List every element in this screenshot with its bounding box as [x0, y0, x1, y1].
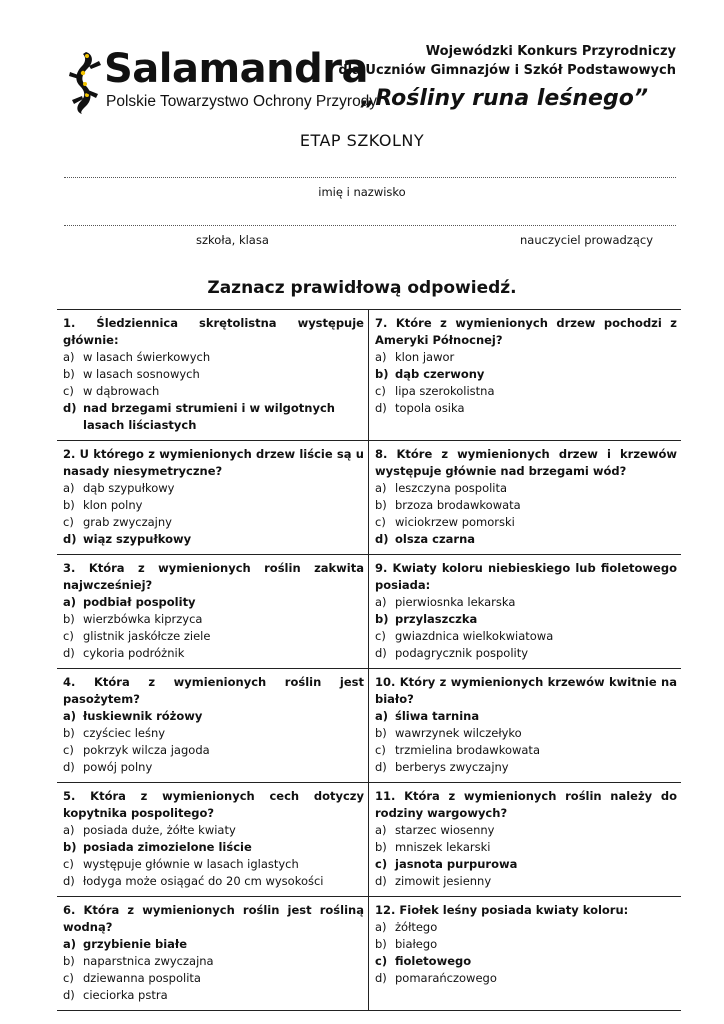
- answer-option[interactable]: [375, 531, 677, 548]
- answer-option[interactable]: [375, 936, 677, 953]
- question-text: [375, 788, 677, 822]
- option-letter: a): [375, 823, 387, 837]
- option-text: nad brzegami strumieni i w wilgotnych lasach liściastych: [83, 401, 335, 432]
- instruction: Zaznacz prawidłową odpowiedź.: [207, 278, 517, 298]
- question-prompt: Kwiaty koloru niebieskiego lub fioletowego posiada:: [375, 561, 677, 592]
- question-cell: [369, 897, 681, 1010]
- option-text: podbiał pospolity: [83, 595, 196, 609]
- option-text: starzec wiosenny: [395, 823, 495, 837]
- option-letter: c): [375, 384, 386, 398]
- option-text: brzoza brodawkowata: [395, 498, 521, 512]
- school-teacher-field-line[interactable]: [64, 225, 676, 226]
- answer-option[interactable]: [375, 708, 677, 725]
- answer-option[interactable]: [63, 708, 364, 725]
- question-cell: [57, 310, 369, 441]
- option-text: wawrzynek wilczełyko: [395, 726, 522, 740]
- question-text: [63, 902, 364, 936]
- contest-title-line-1: Wojewódzki Konkurs Przyrodniczy: [425, 44, 676, 59]
- answer-option[interactable]: [63, 936, 364, 953]
- question-number: 9.: [375, 561, 388, 575]
- option-text: mniszek lekarski: [395, 840, 491, 854]
- answer-option[interactable]: [375, 822, 677, 839]
- logo-brand-text: Salamandra: [104, 46, 369, 92]
- question-text: [63, 788, 364, 822]
- option-text: grab zwyczajny: [83, 515, 172, 529]
- question-cell: [57, 441, 369, 555]
- option-letter: c): [375, 515, 386, 529]
- option-text: wiąz szypułkowy: [83, 532, 192, 546]
- option-letter: b): [63, 954, 75, 968]
- option-letter: c): [63, 857, 74, 871]
- option-letter: d): [375, 646, 387, 660]
- option-letter: b): [63, 840, 77, 854]
- option-text: występuje głównie w lasach iglastych: [83, 857, 299, 871]
- option-letter: a): [63, 350, 75, 364]
- option-text: wiciokrzew pomorski: [395, 515, 515, 529]
- question-cell: [369, 783, 681, 897]
- option-letter: d): [63, 760, 75, 774]
- answer-option[interactable]: [63, 856, 364, 873]
- answer-option[interactable]: [63, 822, 364, 839]
- option-text: wierzbówka kiprzyca: [83, 612, 203, 626]
- option-letter: b): [375, 612, 389, 626]
- option-text: w lasach sosnowych: [83, 367, 200, 381]
- question-cell: [57, 669, 369, 783]
- option-letter: b): [63, 367, 75, 381]
- option-letter: a): [375, 481, 387, 495]
- option-letter: a): [375, 595, 387, 609]
- option-text: posiada duże, żółte kwiaty: [83, 823, 236, 837]
- option-letter: a): [375, 709, 389, 723]
- answer-option[interactable]: [63, 953, 364, 970]
- answer-option[interactable]: [63, 366, 364, 383]
- question-number: 7.: [375, 316, 388, 330]
- answer-option[interactable]: [375, 594, 677, 611]
- answer-option[interactable]: [63, 349, 364, 366]
- question-text: [375, 315, 677, 349]
- question-cell: [57, 555, 369, 669]
- school-field-label: szkoła, klasa: [196, 233, 269, 247]
- option-letter: d): [375, 874, 387, 888]
- contest-title-line-2: dla Uczniów Gimnazjów i Szkół Podstawowych: [338, 63, 676, 78]
- option-text: trzmielina brodawkowata: [395, 743, 540, 757]
- option-letter: c): [375, 743, 386, 757]
- option-text: klon jawor: [395, 350, 455, 364]
- question-number: 5.: [63, 789, 76, 803]
- option-text: przylaszczka: [395, 612, 478, 626]
- answer-option[interactable]: [375, 366, 677, 383]
- option-letter: c): [375, 629, 386, 643]
- answer-option[interactable]: [375, 725, 677, 742]
- option-letter: c): [375, 857, 388, 871]
- answer-option[interactable]: [375, 759, 677, 776]
- answer-option[interactable]: [375, 383, 677, 400]
- option-text: fioletowego: [395, 954, 472, 968]
- option-text: berberys zwyczajny: [395, 760, 509, 774]
- question-text: [63, 315, 364, 349]
- option-letter: a): [63, 823, 75, 837]
- answer-option[interactable]: [63, 514, 364, 531]
- answer-option[interactable]: [63, 383, 364, 400]
- option-text: dąb szypułkowy: [83, 481, 175, 495]
- name-field-label: imię i nazwisko: [318, 185, 406, 199]
- option-text: czyściec leśny: [83, 726, 166, 740]
- option-letter: d): [375, 532, 389, 546]
- answer-option[interactable]: [375, 611, 677, 628]
- question-number: 4.: [63, 675, 76, 689]
- option-text: lipa szerokolistna: [395, 384, 495, 398]
- answer-option[interactable]: [375, 919, 677, 936]
- question-prompt: Które z wymienionych drzew i krzewów występuje głównie nad brzegami wód?: [375, 447, 677, 478]
- answer-option[interactable]: [63, 725, 364, 742]
- teacher-field-label: nauczyciel prowadzący: [520, 233, 654, 247]
- answer-option[interactable]: [375, 497, 677, 514]
- answer-option[interactable]: [375, 970, 677, 987]
- option-text: cykoria podróżnik: [83, 646, 185, 660]
- answer-option[interactable]: [375, 742, 677, 759]
- questions-table: [57, 309, 681, 1011]
- answer-option[interactable]: [375, 873, 677, 890]
- option-letter: d): [375, 760, 387, 774]
- option-letter: a): [375, 920, 387, 934]
- question-prompt: Która z wymienionych roślin jest pasożytem?: [63, 675, 364, 706]
- option-letter: a): [375, 350, 387, 364]
- question-text: [63, 560, 364, 594]
- answer-option[interactable]: [63, 645, 364, 662]
- option-text: łodyga może osiągać do 20 cm wysokości: [83, 874, 324, 888]
- option-text: pierwiosnka lekarska: [395, 595, 516, 609]
- option-letter: b): [375, 726, 387, 740]
- option-text: białego: [395, 937, 438, 951]
- question-prompt: Która z wymienionych roślin należy do rodziny wargowych?: [375, 789, 677, 820]
- question-prompt: Fiołek leśny posiada kwiaty koloru:: [399, 903, 629, 917]
- answer-option[interactable]: [375, 839, 677, 856]
- question-text: [375, 902, 677, 919]
- option-letter: d): [63, 646, 75, 660]
- question-text: [63, 446, 364, 480]
- question-number: 6.: [63, 903, 76, 917]
- question-number: 11.: [375, 789, 396, 803]
- answer-option[interactable]: [63, 759, 364, 776]
- option-text: glistnik jaskółcze ziele: [83, 629, 211, 643]
- answer-option[interactable]: [375, 856, 677, 873]
- option-text: leszczyna pospolita: [395, 481, 508, 495]
- answer-option[interactable]: [63, 742, 364, 759]
- question-number: 3.: [63, 561, 76, 575]
- option-text: dąb czerwony: [395, 367, 485, 381]
- option-letter: a): [63, 481, 75, 495]
- question-prompt: Która z wymienionych roślin jest rośliną wodną?: [63, 903, 364, 934]
- contest-theme: „Rośliny runa leśnego”: [361, 86, 648, 111]
- option-text: jasnota purpurowa: [395, 857, 518, 871]
- answer-option[interactable]: [375, 645, 677, 662]
- question-prompt: Które z wymienionych drzew pochodzi z Ameryki Północnej?: [375, 316, 677, 347]
- answer-option[interactable]: [63, 873, 364, 890]
- question-text: [375, 560, 677, 594]
- option-letter: d): [63, 401, 77, 415]
- option-letter: d): [63, 532, 77, 546]
- question-number: 12.: [375, 903, 396, 917]
- question-prompt: Która z wymienionych cech dotyczy kopytnika pospolitego?: [63, 789, 364, 820]
- option-letter: b): [375, 367, 389, 381]
- option-letter: d): [63, 874, 75, 888]
- option-letter: c): [63, 384, 74, 398]
- answer-option[interactable]: [63, 480, 364, 497]
- answer-option[interactable]: [63, 987, 364, 1004]
- question-prompt: U którego z wymienionych drzew liście są u nasady niesymetryczne?: [63, 447, 364, 478]
- answer-option[interactable]: [63, 628, 364, 645]
- question-text: [375, 446, 677, 480]
- option-letter: c): [63, 743, 74, 757]
- question-text: [375, 674, 677, 708]
- option-letter: c): [375, 954, 388, 968]
- question-cell: [369, 310, 681, 441]
- option-letter: d): [375, 401, 387, 415]
- question-cell: [57, 783, 369, 897]
- option-text: posiada zimozielone liście: [83, 840, 252, 854]
- contest-header: [338, 42, 676, 114]
- answer-option[interactable]: [63, 531, 364, 548]
- question-number: 1.: [63, 316, 76, 330]
- question-cell: [369, 555, 681, 669]
- option-text: żółtego: [395, 920, 438, 934]
- question-number: 8.: [375, 447, 388, 461]
- option-letter: b): [63, 498, 75, 512]
- answer-option[interactable]: [63, 497, 364, 514]
- option-letter: d): [63, 988, 75, 1002]
- option-letter: a): [63, 595, 77, 609]
- question-prompt: Która z wymienionych roślin zakwita najwcześniej?: [63, 561, 364, 592]
- option-text: olsza czarna: [395, 532, 476, 546]
- option-text: pokrzyk wilcza jagoda: [83, 743, 210, 757]
- answer-option[interactable]: [63, 400, 364, 434]
- option-letter: d): [375, 971, 387, 985]
- option-text: naparstnica zwyczajna: [83, 954, 214, 968]
- option-text: gwiazdnica wielkokwiatowa: [395, 629, 554, 643]
- name-field-line[interactable]: [64, 177, 676, 178]
- answer-option[interactable]: [375, 953, 677, 970]
- option-text: zimowit jesienny: [395, 874, 492, 888]
- answer-option[interactable]: [375, 628, 677, 645]
- answer-option[interactable]: [63, 594, 364, 611]
- option-text: dziewanna pospolita: [83, 971, 201, 985]
- salamandra-logo: [66, 46, 378, 118]
- option-letter: b): [63, 612, 75, 626]
- option-text: grzybienie białe: [83, 937, 187, 951]
- answer-option[interactable]: [375, 349, 677, 366]
- answer-option[interactable]: [63, 611, 364, 628]
- question-number: 10.: [375, 675, 396, 689]
- option-text: w dąbrowach: [83, 384, 160, 398]
- stage-title: ETAP SZKOLNY: [299, 131, 425, 150]
- option-letter: a): [63, 709, 77, 723]
- answer-option[interactable]: [375, 514, 677, 531]
- option-text: podagrycznik pospolity: [395, 646, 529, 660]
- option-text: śliwa tarnina: [395, 709, 480, 723]
- option-letter: b): [375, 937, 387, 951]
- option-letter: b): [375, 840, 387, 854]
- answer-option[interactable]: [63, 839, 364, 856]
- question-cell: [369, 669, 681, 783]
- option-letter: c): [63, 629, 74, 643]
- question-cell: [57, 897, 369, 1010]
- question-text: [63, 674, 364, 708]
- option-text: cieciorka pstra: [83, 988, 168, 1002]
- answer-option[interactable]: [63, 970, 364, 987]
- option-text: łuskiewnik różowy: [83, 709, 203, 723]
- option-letter: c): [63, 515, 74, 529]
- option-letter: a): [63, 937, 77, 951]
- answer-option[interactable]: [375, 400, 677, 417]
- question-prompt: Który z wymienionych krzewów kwitnie na biało?: [375, 675, 677, 706]
- option-letter: c): [63, 971, 74, 985]
- option-text: w lasach świerkowych: [83, 350, 211, 364]
- salamander-icon: [66, 48, 106, 114]
- option-text: powój polny: [83, 760, 153, 774]
- question-cell: [369, 441, 681, 555]
- option-text: klon polny: [83, 498, 143, 512]
- question-prompt: Śledziennica skrętolistna występuje głównie:: [63, 316, 364, 347]
- question-number: 2.: [63, 447, 76, 461]
- option-letter: b): [63, 726, 75, 740]
- option-text: topola osika: [395, 401, 465, 415]
- answer-option[interactable]: [375, 480, 677, 497]
- logo-society-text: Polskie Towarzystwo Ochrony Przyrody: [106, 93, 378, 110]
- option-text: pomarańczowego: [395, 971, 497, 985]
- option-letter: b): [375, 498, 387, 512]
